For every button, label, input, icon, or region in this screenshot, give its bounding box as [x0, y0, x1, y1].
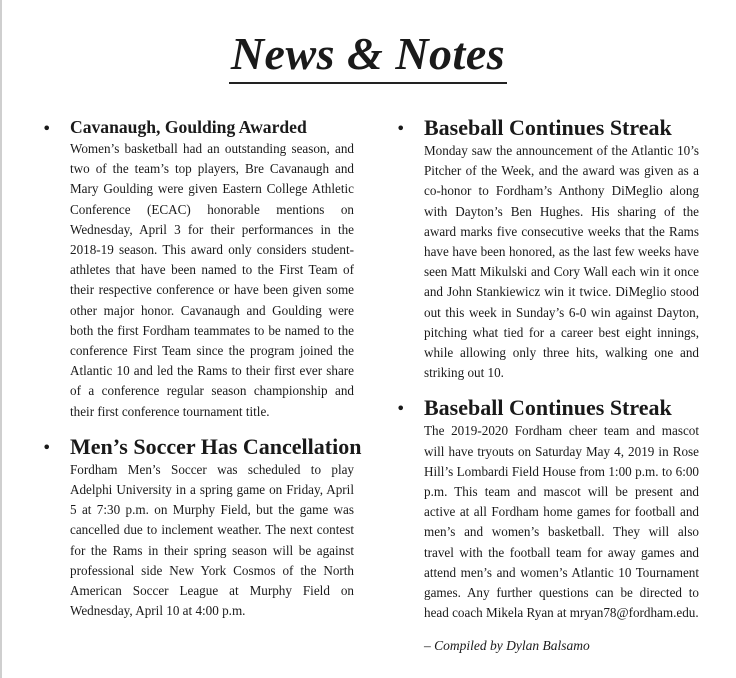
story-headline: Baseball Continues Streak: [424, 115, 672, 140]
page-edge-rule: [0, 0, 2, 678]
story-headline: Cavanaugh, Goulding Awarded: [70, 117, 307, 137]
story-headline: Baseball Continues Streak: [424, 395, 672, 421]
story-baseball-streak: [396, 115, 699, 383]
bullet-icon: •: [396, 399, 406, 419]
story-body: Fordham Men’s Soccer was scheduled to play Adelphi University in a spring game on Friday, April 5 at 7:30 p.m. on Murphy Field, but the game was cancelled due to inclement weather. The next contest for the Rams in their spring season will be against professional side New York Cosmos of the North American Soccer League at Murphy Field on Wednesday, April 10 at 4:00 p.m.: [70, 461, 354, 619]
story-body: Women’s basketball had an outstanding season, and two of the team’s top players, Bre Cavanaugh and Mary Goulding were given Eastern College Athletic Conference (ECAC) honorable mentions on Wednesday, April 3 for their performances in the 2018-19 season. This award only considers student-athletes that have been named to the First Team of their respective conference or have been given some other major honor. Cavanaugh and Goulding were both the first Fordham teammates to be named to the conference First Team since the program joined the Atlantic 10 and led the Rams to their first ever share of a conference regular season championship and their first conference tournament title.: [70, 141, 354, 419]
page-title: News & Notes: [229, 28, 507, 84]
bullet-icon: •: [396, 119, 406, 138]
left-column: [42, 115, 362, 621]
story-headline: Men’s Soccer Has Cancellation: [70, 433, 362, 459]
bullet-icon: •: [42, 119, 52, 138]
bullet-icon: •: [42, 437, 52, 457]
story-mens-soccer: [42, 433, 362, 622]
story-cavanaugh-goulding: [42, 115, 354, 422]
story-body: The 2019-2020 Fordham cheer team and mascot will have tryouts on Saturday May 4, 2019 in Rose Hill’s Lombardi Field House from 1:00 p.m. to 6:00 p.m. This team and mascot will be present and active at all Fordham home games for football and men’s and women’s basketball. They will also travel with the football team for away games and attend men’s and women’s Atlantic 10 Tournament games. Any further questions can be directed to head coach Mikela Ryan at mryan78@fordham.edu.: [424, 423, 699, 621]
story-cheer-tryouts: [396, 395, 699, 623]
byline-credit: – Compiled by Dylan Balsamo: [424, 638, 590, 653]
story-body: Monday saw the announcement of the Atlantic 10’s Pitcher of the Week, and the award was given as a co-honor to Fordham’s Anthony DiMeglio along with Dayton’s Ben Hughes. His sharing of the award marks five consecutive weeks that the Rams have have been honored, as the last few weeks have seen Matt Mikulski and Cory Wall each win it once and John Stankiewicz win it twice. DiMeglio stood out this week in Sunday’s 6-0 win against Dayton, pitching what tied for a career best eight innings, while allowing only three hits, walking one and striking out 10.: [424, 143, 699, 381]
right-column: [396, 115, 699, 623]
masthead: [0, 28, 736, 84]
